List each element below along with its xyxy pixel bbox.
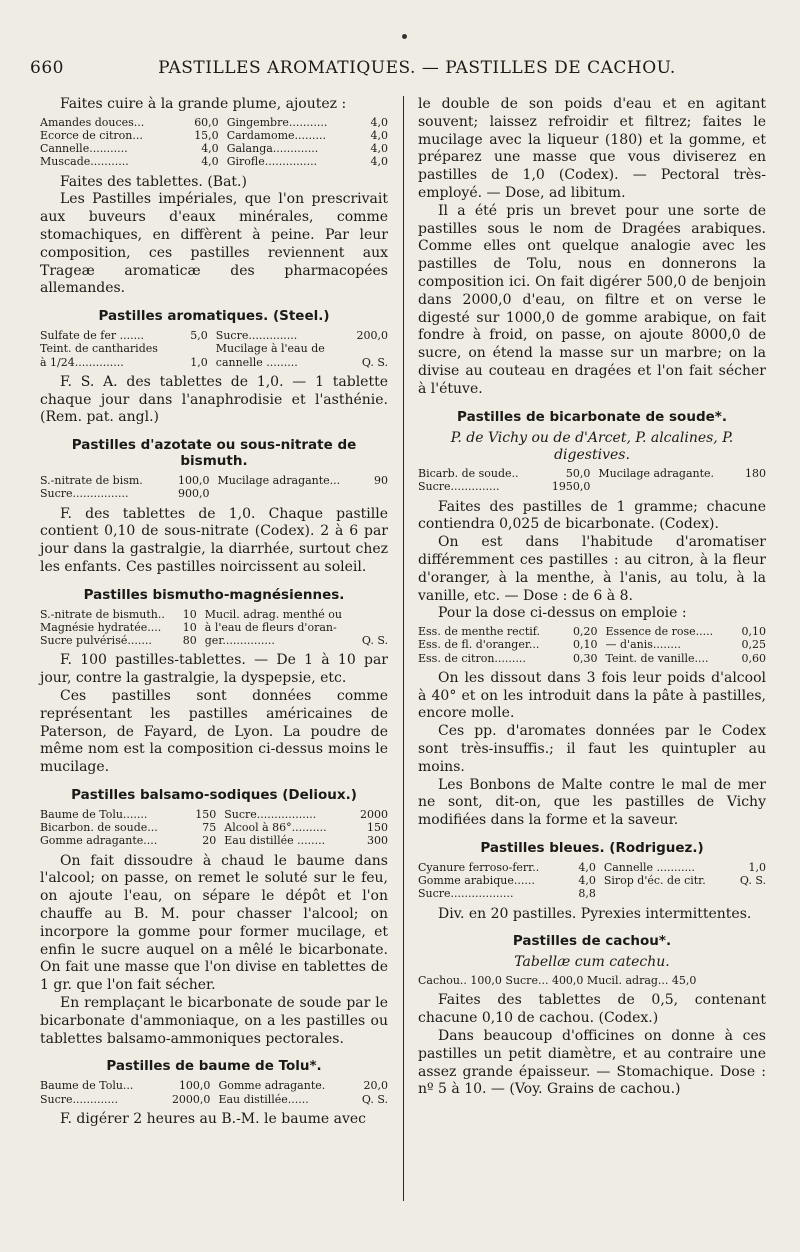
table-cell	[218, 487, 371, 500]
table-cell: Bicarbon. de soude...	[40, 821, 158, 835]
table-row	[40, 808, 388, 821]
table-cell: 100,0	[178, 474, 210, 488]
table-cell: Ess. de citron.........	[418, 651, 526, 665]
left-column	[40, 96, 388, 1129]
table-row	[40, 142, 388, 155]
table-cell	[740, 480, 766, 493]
table-cell: Mucilage adragante.	[598, 467, 715, 481]
table-cell: Q. S.	[361, 355, 388, 369]
table-cell: 0,20	[573, 625, 598, 639]
table-cell: Ecorce de citron...	[40, 129, 143, 142]
paragraph: On est dans l'habitude d'aromatiser différemment ces pastilles : au citron, à la fleur d'oranger, à la menthe, à l'anis, au tolu, à la vanille, etc. — Dose : de 6 à 8.	[418, 534, 766, 604]
paragraph: F. des tablettes de 1,0. Chaque pastille contient 0,10 de sous-nitrate (Codex). 2 à 6 par jour dans la gastralgie, la diarrhée, surtout chez les enfants. Ces pastilles noircissent au soleil.	[40, 505, 388, 575]
paragraph: En remplaçant le bicarbonate de soude par le bicarbonate d'ammoniaque, on a les pastilles ou tablettes balsamo-ammoniques pectorales.	[40, 994, 388, 1047]
paragraph: F. S. A. des tablettes de 1,0. — 1 tablette chaque jour dans l'anaphrodisie et l'asthénie. (Rem. pat. angl.)	[40, 373, 388, 426]
table-row	[40, 356, 388, 369]
paragraph: On fait dissoudre à chaud le baume dans l'alcool; on passe, on remet le soluté sur le feu, on ajoute l'eau, on sépare le dépôt et l'on chauffe au B. M. pour chasser l'alcool; on incorpore la gomme pour former mucilage, et enfin le sucre auquel on a mêlé le bicarbonate. On fait une masse que l'on divise en tablettes de 1 gr. que l'on fait sécher.	[40, 852, 388, 994]
table-cell: 5,0	[190, 329, 208, 343]
paragraph: Ces pastilles sont données comme représentant les pastilles américaines de Paterson, de Fayard, de Lyon. La poudre de même nom est la composition ci-dessus moins le mucilage.	[40, 687, 388, 776]
table-cell: cannelle .........	[215, 355, 298, 369]
table-cell	[349, 342, 388, 355]
table-cell: Magnésie hydratée....	[40, 620, 162, 634]
table-cell: 4,0	[370, 155, 388, 169]
table-row	[40, 634, 388, 647]
ingredient-table	[418, 467, 766, 493]
table-cell: Gomme adragante....	[40, 834, 158, 848]
table-cell: Gingembre...........	[226, 115, 328, 129]
table-cell: — d'anis........	[605, 638, 681, 652]
table-row	[40, 1093, 388, 1106]
table-cell	[359, 621, 388, 634]
paragraph: Ces pp. d'aromates données par le Codex sont très-insuffis.; il faut les quintupler au moins.	[418, 723, 766, 775]
table-cell: à l'eau de fleurs d'oran-	[204, 620, 337, 634]
table-cell: Eau distillée ........	[224, 834, 326, 848]
table-cell: 4,0	[201, 142, 219, 156]
ingredient-table	[40, 474, 388, 500]
paragraph: Div. en 20 pastilles. Pyrexies intermittentes.	[438, 905, 752, 922]
ingredient-table	[418, 861, 766, 901]
table-cell: 150	[367, 821, 388, 835]
paragraph: On les dissout dans 3 fois leur poids d'alcool à 40° et on les introduit dans la pâte à pastilles, encore molle.	[418, 669, 766, 722]
table-cell: Sucre.................	[224, 807, 317, 821]
table-cell: 80	[182, 634, 197, 648]
paragraph: le double de son poids d'eau et en agitant souvent; laissez refroidir et filtrez; faites le mucilage avec la liqueur (180) et la gomme, et préparez une masse que vous diviserez en pastilles de 1,0 (Codex). — Pectoral très-employé. — Dose, ad libitum.	[418, 96, 766, 201]
ingredient-table	[40, 116, 388, 169]
section-heading: Pastilles aromatiques. (Steel.)	[98, 308, 330, 325]
table-cell: 0,60	[741, 651, 766, 665]
table-cell: 1950,0	[551, 480, 591, 494]
table-cell: Gomme arabique......	[418, 874, 535, 888]
table-row	[418, 467, 766, 480]
table-row	[418, 625, 766, 638]
section-heading: Pastilles de baume de Tolu*.	[106, 1058, 322, 1075]
table-row	[40, 487, 388, 500]
table-cell: 300	[367, 834, 388, 848]
table-row	[40, 329, 388, 342]
table-cell	[359, 608, 388, 621]
table-cell	[604, 887, 733, 900]
table-cell: Ess. de menthe rectif.	[418, 625, 540, 639]
table-cell: 4,0	[370, 142, 388, 156]
table-cell: 4,0	[370, 115, 388, 129]
table-cell: 100,0	[178, 1079, 211, 1093]
table-cell: 2000	[360, 807, 388, 821]
table-cell: Muscade...........	[40, 155, 129, 169]
ingredient-table	[40, 1079, 388, 1105]
table-cell	[371, 487, 388, 500]
section-heading: Pastilles de cachou*.	[512, 933, 672, 950]
table-row	[40, 155, 388, 168]
ingredient-table	[40, 329, 388, 369]
table-cell: 20	[202, 834, 217, 848]
table-row	[418, 874, 766, 887]
table-cell: Ess. de fl. d'oranger...	[418, 638, 540, 652]
table-cell: Eau distillée......	[218, 1092, 309, 1106]
paragraph: Faites des tablettes. (Bat.)	[60, 173, 247, 190]
table-cell: Cannelle ...........	[603, 860, 695, 874]
table-row	[418, 480, 766, 493]
table-cell	[733, 887, 766, 900]
table-cell: Sirop d'éc. de citr.	[603, 874, 706, 888]
table-cell: Teint. de vanille....	[605, 651, 709, 665]
paragraph: Les Bonbons de Malte contre le mal de mer ne sont, dit-on, que les pastilles de Vichy modifiées dans la forme et la saveur.	[418, 776, 766, 829]
table-row	[418, 861, 766, 874]
table-cell: 0,10	[741, 625, 766, 639]
section-heading: Pastilles de bicarbonate de soude*.	[457, 408, 727, 425]
table-cell: Cachou.. 100,0 Sucre... 400,0 Mucil. adrag... 45,0	[418, 974, 697, 988]
table-cell: 90	[374, 474, 388, 488]
table-cell: Mucilage à l'eau de	[215, 342, 325, 356]
table-cell: Q. S.	[361, 1092, 388, 1106]
paragraph: Il a été pris un brevet pour une sorte de pastilles sous le nom de Dragées arabiques. Comme elles ont quelque analogie avec les pastilles de Tolu, nous en donnerons la composition ici. On fait digérer 500,0 de benjoin dans 2000,0 d'eau, on filtre et on verse le digesté sur 1000,0 de gomme arabique, on fait fondre à froid, on passe, on ajoute 8000,0 de sucre, on étend la masse sur un marbre; on la divise au couteau en dragées et l'on fait sécher à l'étuve.	[418, 202, 766, 397]
section-heading: Pastilles d'azotate ou sous-nitrate de bismuth.	[71, 437, 357, 470]
table-cell: Teint. de cantharides	[40, 342, 158, 356]
section-subtitle: Tabellæ cum catechu.	[514, 954, 670, 971]
ingredient-table	[40, 808, 388, 848]
table-cell: 15,0	[194, 129, 219, 142]
ink-dot	[402, 34, 407, 39]
table-cell: Amandes douces...	[40, 115, 145, 129]
table-cell: Essence de rose.....	[605, 625, 714, 639]
table-cell: 50,0	[565, 467, 591, 481]
table-cell: 0,30	[573, 651, 598, 665]
table-cell: 2000,0	[171, 1092, 211, 1106]
table-row	[40, 474, 388, 487]
table-cell: 1,0	[190, 355, 208, 369]
table-cell: 4,0	[578, 860, 596, 874]
table-cell: Sucre pulvérisé.......	[40, 634, 152, 648]
table-cell: Galanga.............	[226, 142, 319, 156]
ingredient-table	[418, 625, 766, 665]
paragraph: Faites des tablettes de 0,5, contenant chacune 0,10 de cachou. (Codex.)	[418, 992, 766, 1027]
table-cell: 4,0	[578, 874, 596, 888]
table-cell: 8,8	[578, 887, 596, 901]
table-cell: 900,0	[178, 487, 210, 501]
table-row	[40, 116, 388, 129]
paragraph: Pour la dose ci-dessus on emploie :	[438, 605, 687, 622]
table-cell: à 1/24..............	[40, 355, 124, 369]
page-number: 660	[30, 58, 64, 78]
table-cell: 20,0	[363, 1079, 388, 1093]
table-cell: 180	[745, 467, 766, 481]
table-cell	[185, 342, 216, 355]
table-cell: Baume de Tolu.......	[40, 807, 148, 821]
table-cell: 0,10	[573, 638, 598, 652]
section-heading: Pastilles balsamo-sodiques (Delioux.)	[71, 786, 357, 803]
table-cell: Sucre.............	[40, 1092, 119, 1106]
paragraph: F. 100 pastilles-tablettes. — De 1 à 10 par jour, contre la gastralgie, la dyspepsie, etc.	[40, 652, 388, 687]
table-cell: Gomme adragante.	[218, 1079, 326, 1093]
table-row	[40, 834, 388, 847]
table-row	[418, 652, 766, 665]
table-cell: 200,0	[356, 329, 388, 343]
table-cell: Cannelle...........	[40, 142, 128, 156]
table-cell: 10	[182, 607, 197, 621]
table-cell: Sulfate de fer .......	[40, 329, 145, 343]
page-header	[30, 58, 770, 78]
table-cell: 4,0	[370, 129, 388, 142]
table-cell: ger...............	[204, 634, 275, 648]
running-title: PASTILLES AROMATIQUES. — PASTILLES DE CACHOU.	[158, 58, 676, 78]
table-cell: Girofle...............	[226, 155, 318, 169]
table-cell: Bicarb. de soude..	[418, 467, 519, 481]
table-row	[418, 974, 766, 987]
table-row	[40, 821, 388, 834]
table-cell: Q. S.	[739, 874, 766, 888]
paragraph: F. digérer 2 heures au B.-M. le baume avec	[60, 1110, 366, 1127]
section-heading: Pastilles bismutho-magnésiennes.	[83, 586, 345, 603]
table-cell: Alcool à 86°..........	[224, 821, 327, 835]
table-cell: Mucil. adrag. menthé ou	[204, 607, 342, 621]
ingredient-table	[418, 974, 766, 987]
table-row	[418, 887, 766, 900]
table-row	[40, 621, 388, 634]
table-row	[40, 1079, 388, 1092]
table-cell: S.-nitrate de bismuth..	[40, 607, 165, 621]
table-row	[40, 129, 388, 142]
table-cell: 0,25	[741, 638, 766, 652]
table-cell: Sucre..............	[418, 480, 500, 494]
table-cell: Sucre..................	[418, 887, 514, 901]
table-cell: Cyanure ferroso-ferr..	[418, 860, 540, 874]
table-cell: S.-nitrate de bism.	[40, 474, 143, 488]
section-subtitle: P. de Vichy ou de d'Arcet, P. alcalines, P. digestives.	[450, 429, 734, 464]
table-cell: Sucre..............	[215, 329, 298, 343]
table-cell: 75	[202, 821, 217, 835]
right-column	[418, 96, 766, 1099]
table-cell: 1,0	[748, 860, 766, 874]
paragraph: Les Pastilles impériales, que l'on prescrivait aux buveurs d'eaux minérales, comme stomachiques, en diffèrent à peine. Par leur composition, ces pastilles reviennent aux Trageæ aromaticæ des pharmacopées allemandes.	[40, 191, 388, 297]
table-cell: 150	[195, 807, 217, 821]
table-row	[418, 638, 766, 651]
table-cell: Sucre................	[40, 487, 129, 501]
paragraph: Dans beaucoup d'officines on donne à ces pastilles un petit diamètre, et au contraire une assez grande épaisseur. — Stomachique. Dose : nº 5 à 10. — (Voy. Grains de cachou.)	[418, 1027, 766, 1098]
table-row	[40, 608, 388, 621]
table-row	[40, 342, 388, 355]
table-cell: Baume de Tolu...	[40, 1079, 134, 1093]
table-cell: Mucilage adragante...	[217, 474, 341, 488]
section-heading: Pastilles bleues. (Rodriguez.)	[480, 839, 704, 856]
table-cell: Cardamome.........	[226, 129, 326, 142]
table-cell: 10	[182, 620, 197, 634]
table-cell: 4,0	[201, 155, 219, 169]
paragraph: Faites cuire à la grande plume, ajoutez :	[60, 96, 347, 112]
table-cell: 60,0	[194, 115, 219, 129]
paragraph: Faites des pastilles de 1 gramme; chacune contiendra 0,025 de bicarbonate. (Codex).	[418, 498, 766, 533]
ingredient-table	[40, 608, 388, 648]
table-cell	[598, 480, 740, 493]
table-cell: Q. S.	[361, 634, 388, 648]
